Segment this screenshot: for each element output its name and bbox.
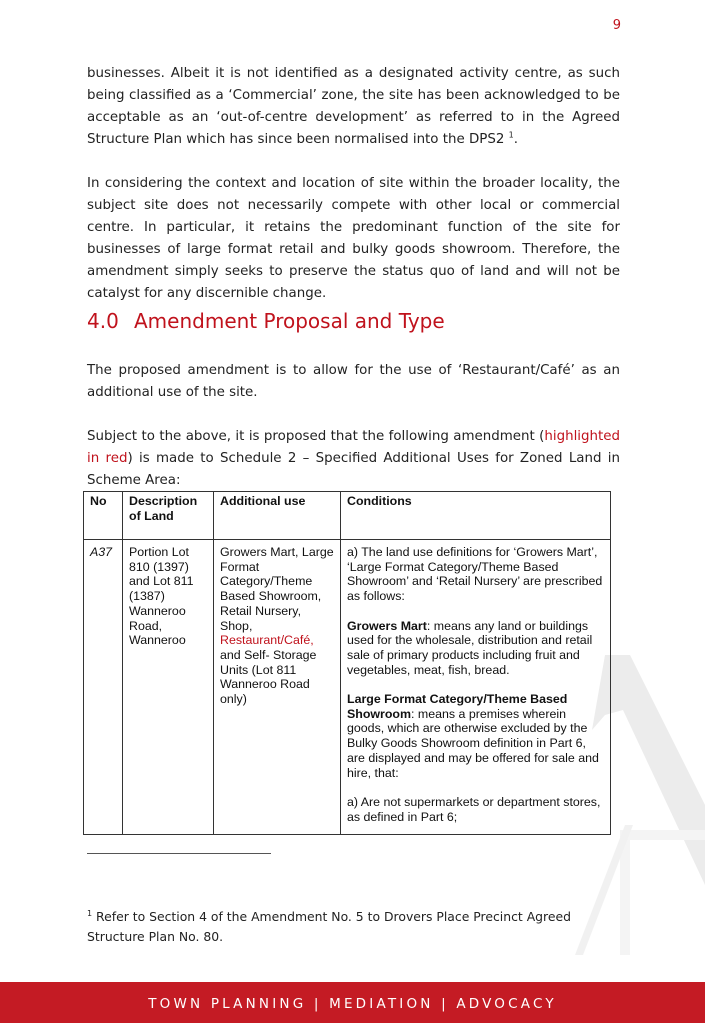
growers-mart-definition: Growers Mart: means any land or buildings used for the wholesale, distribution and retail sale of primary products including fruit and vegetables, meat, fish, bread. xyxy=(347,618,593,677)
section-title: Amendment Proposal and Type xyxy=(134,309,445,333)
condition-item-a: a) Are not supermarkets or department stores, as defined in Part 6; xyxy=(347,794,601,824)
footnote-marker: 1 xyxy=(87,908,93,918)
conditions xyxy=(341,540,611,835)
highlight-text: highlighted in red xyxy=(87,429,620,466)
table-header-row xyxy=(84,492,611,540)
section-heading xyxy=(87,309,445,333)
additional-use: Growers Mart, Large Format Category/Theme Based Showroom, Retail Nursery, Shop, Restaurant/Café, and Self- Storage Units (Lot 811 Wanneroo Road only) xyxy=(214,540,341,835)
proposal-paragraph: The proposed amendment is to allow for the use of ‘Restaurant/Café’ as an additional use of the site. xyxy=(87,363,620,400)
amendment-table xyxy=(83,491,611,835)
footnote-reference[interactable]: 1 xyxy=(508,130,514,140)
footnote: $^1$ Refer to Section 4 of the Amendment No. 5 to Drovers Place Precinct Agreed Structure Plan No. 80. xyxy=(87,908,571,944)
table-row xyxy=(84,540,611,835)
intro-paragraph: businesses. Albeit it is not identified as a designated activity centre, as such being classified as a ‘Commercial’ zone, the site has been acknowledged to be acceptable as an ‘out-of-centre development’ as referred to in the Agreed Structure Plan which has since been normalised into the DPS2 $^1$. xyxy=(87,66,620,147)
large-format-definition: Large Format Category/Theme Based Showroom: means a premises wherein goods, which are otherwise excluded by the Bulky Goods Showroom definition in Part 6, are displayed and may be offered for sale and hire, that: xyxy=(347,692,599,780)
page-number: 9 xyxy=(612,18,621,33)
row-number: A37 xyxy=(84,540,123,835)
header-additional-use: Additional use xyxy=(214,492,341,540)
section-number: 4.0 xyxy=(87,309,119,333)
land-description: Portion Lot 810 (1397) and Lot 811 (1387) Wanneroo Road, Wanneroo xyxy=(123,540,214,835)
subject-paragraph: Subject to the above, it is proposed that the following amendment (highlighted in red) is made to Schedule 2 – Specified Additional Uses for Zoned Land in Scheme Area: xyxy=(87,429,620,488)
highlighted-use: Restaurant/Café, xyxy=(220,633,314,648)
header-conditions: Conditions xyxy=(341,492,611,540)
footer-banner: TOWN PLANNING | MEDIATION | ADVOCACY xyxy=(0,982,705,1023)
header-description: Description of Land xyxy=(123,492,214,540)
header-no: No xyxy=(84,492,123,540)
conditions-intro: a) The land use definitions for ‘Growers Mart’, ‘Large Format Category/Theme Based Showroom’ and ‘Retail Nursery’ are prescribed as follows: xyxy=(347,545,603,604)
footnote-divider xyxy=(87,853,271,854)
context-paragraph: In considering the context and location of site within the broader locality, the subject site does not necessarily compete with other local or commercial centre. In particular, it retains the predominant function of the site for businesses of large format retail and bulky goods showroom. Therefore, the amendment simply seeks to preserve the status quo of land and will not be catalyst for any discernible change. xyxy=(87,176,620,301)
